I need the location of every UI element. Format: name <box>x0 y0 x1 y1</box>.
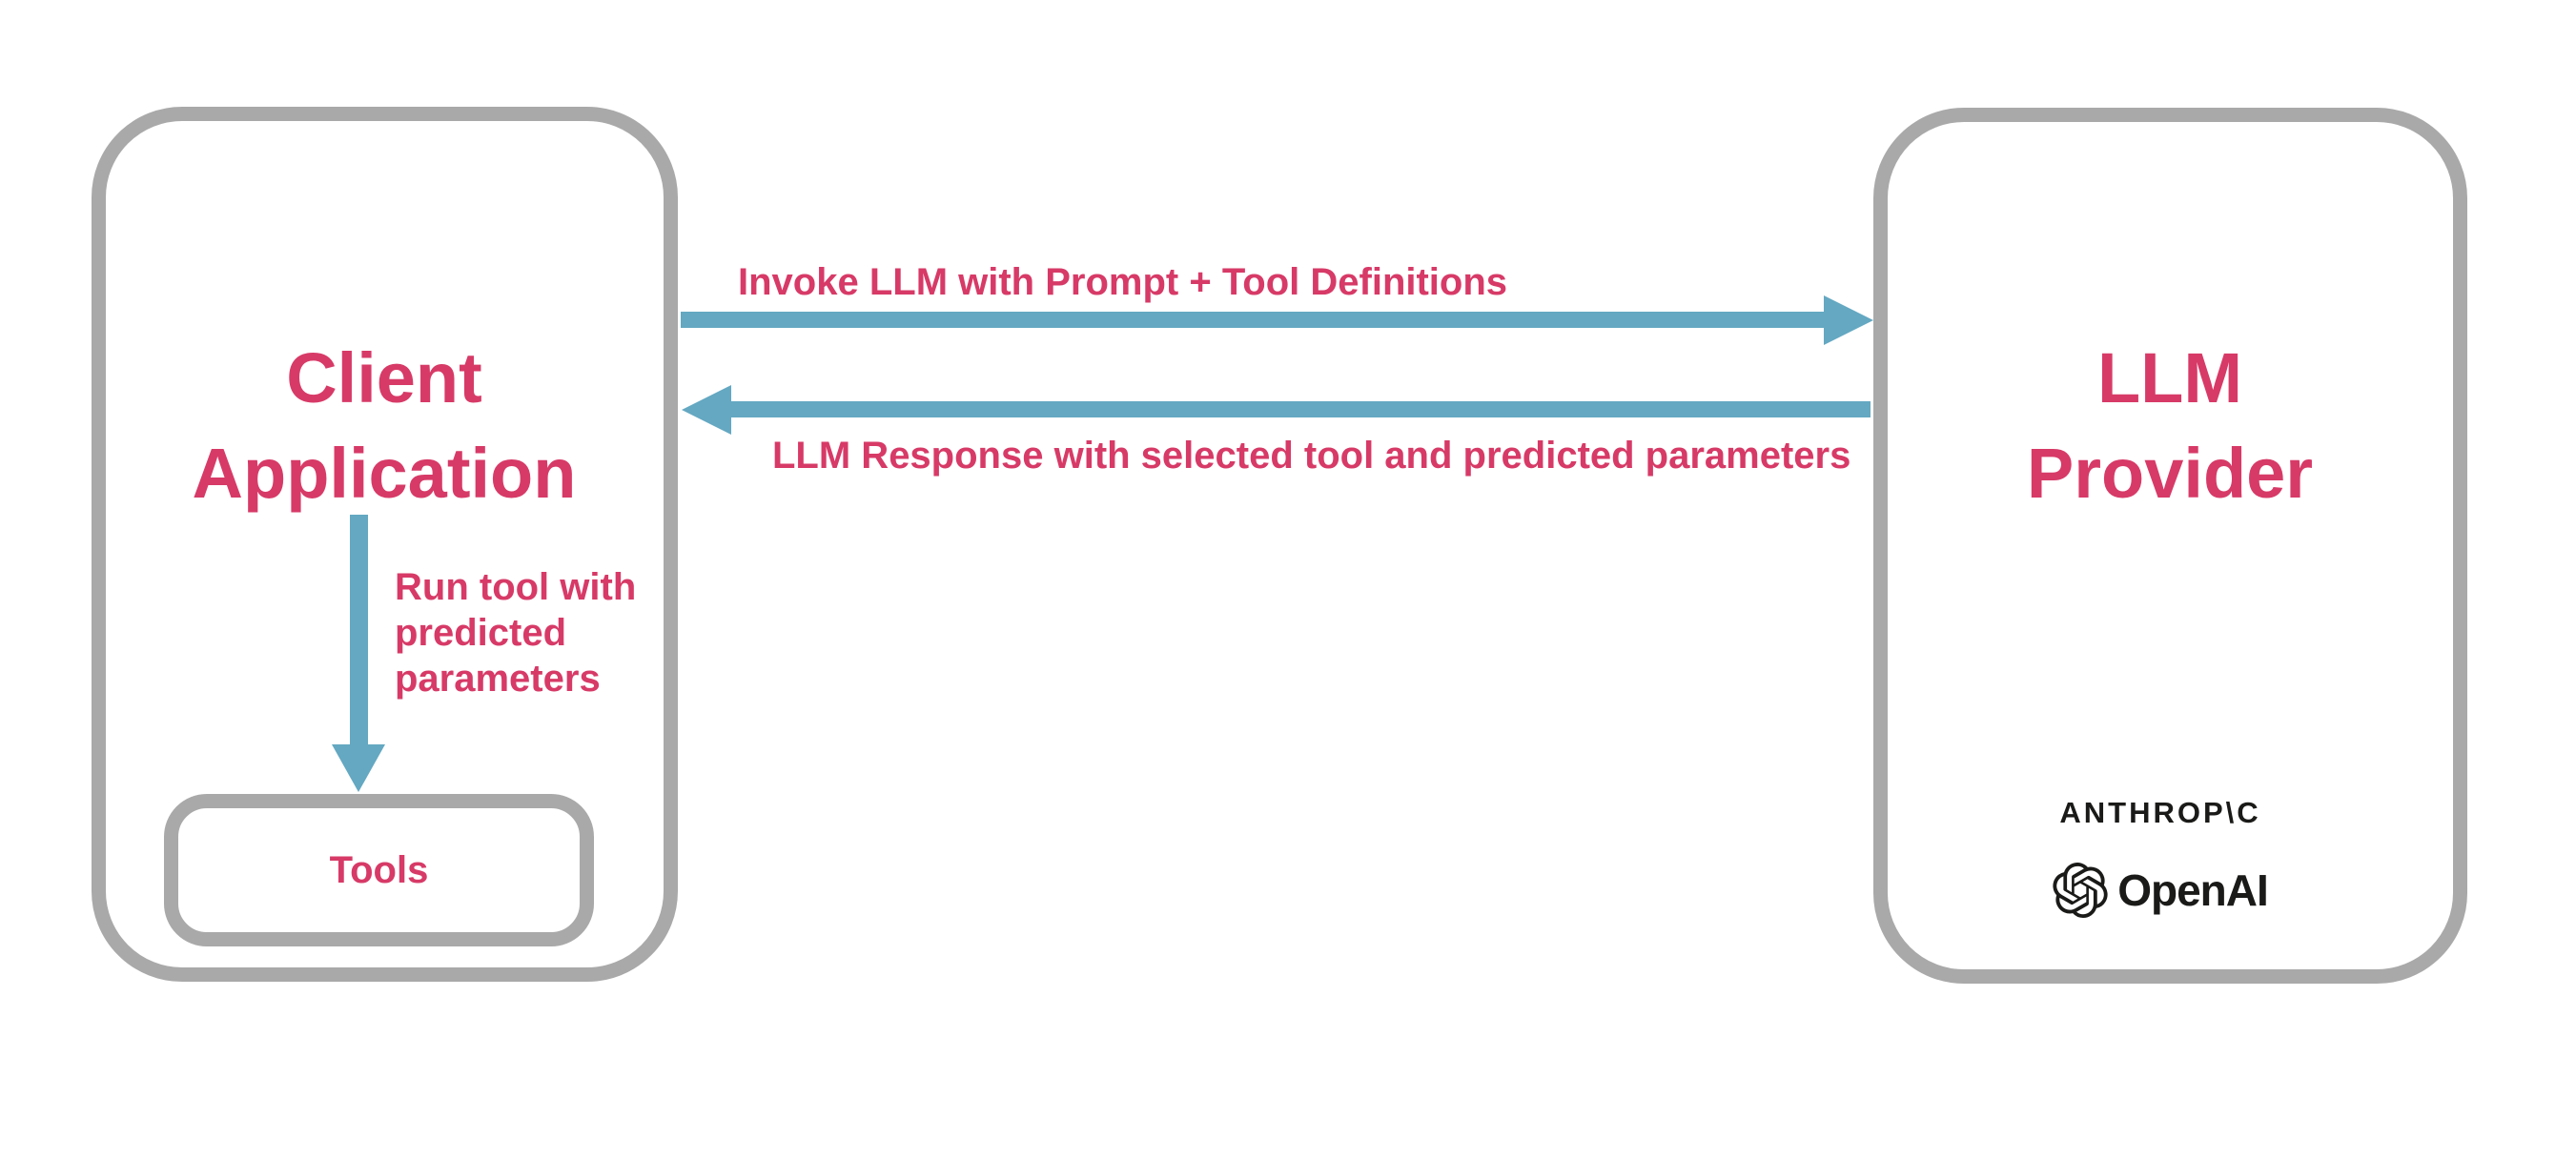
invoke-arrow-head <box>1824 295 1873 345</box>
run-tool-arrow-shaft <box>350 515 368 746</box>
tools-label: Tools <box>329 848 429 891</box>
tools-box <box>164 794 594 946</box>
llm-provider-box <box>1873 108 2467 984</box>
invoke-arrow-shaft <box>681 312 1826 328</box>
invoke-arrow-label: Invoke LLM with Prompt + Tool Definitions <box>738 261 1508 303</box>
response-arrow-label: LLM Response with selected tool and predicted parameters <box>772 435 1851 477</box>
openai-logo <box>1912 863 2408 918</box>
run-tool-arrow-label: Run tool with predicted parameters <box>395 566 637 700</box>
llm-provider-title: LLM Provider <box>2026 338 2314 513</box>
openai-wordmark: OpenAI <box>2117 865 2268 915</box>
client-application-title: Client Application <box>192 338 577 513</box>
run-tool-arrow-head <box>332 744 385 792</box>
openai-icon <box>2053 863 2108 918</box>
anthropic-logo: ANTHROP\C <box>2059 796 2261 829</box>
response-arrow-shaft <box>729 401 1871 417</box>
response-arrow-head <box>682 385 731 435</box>
